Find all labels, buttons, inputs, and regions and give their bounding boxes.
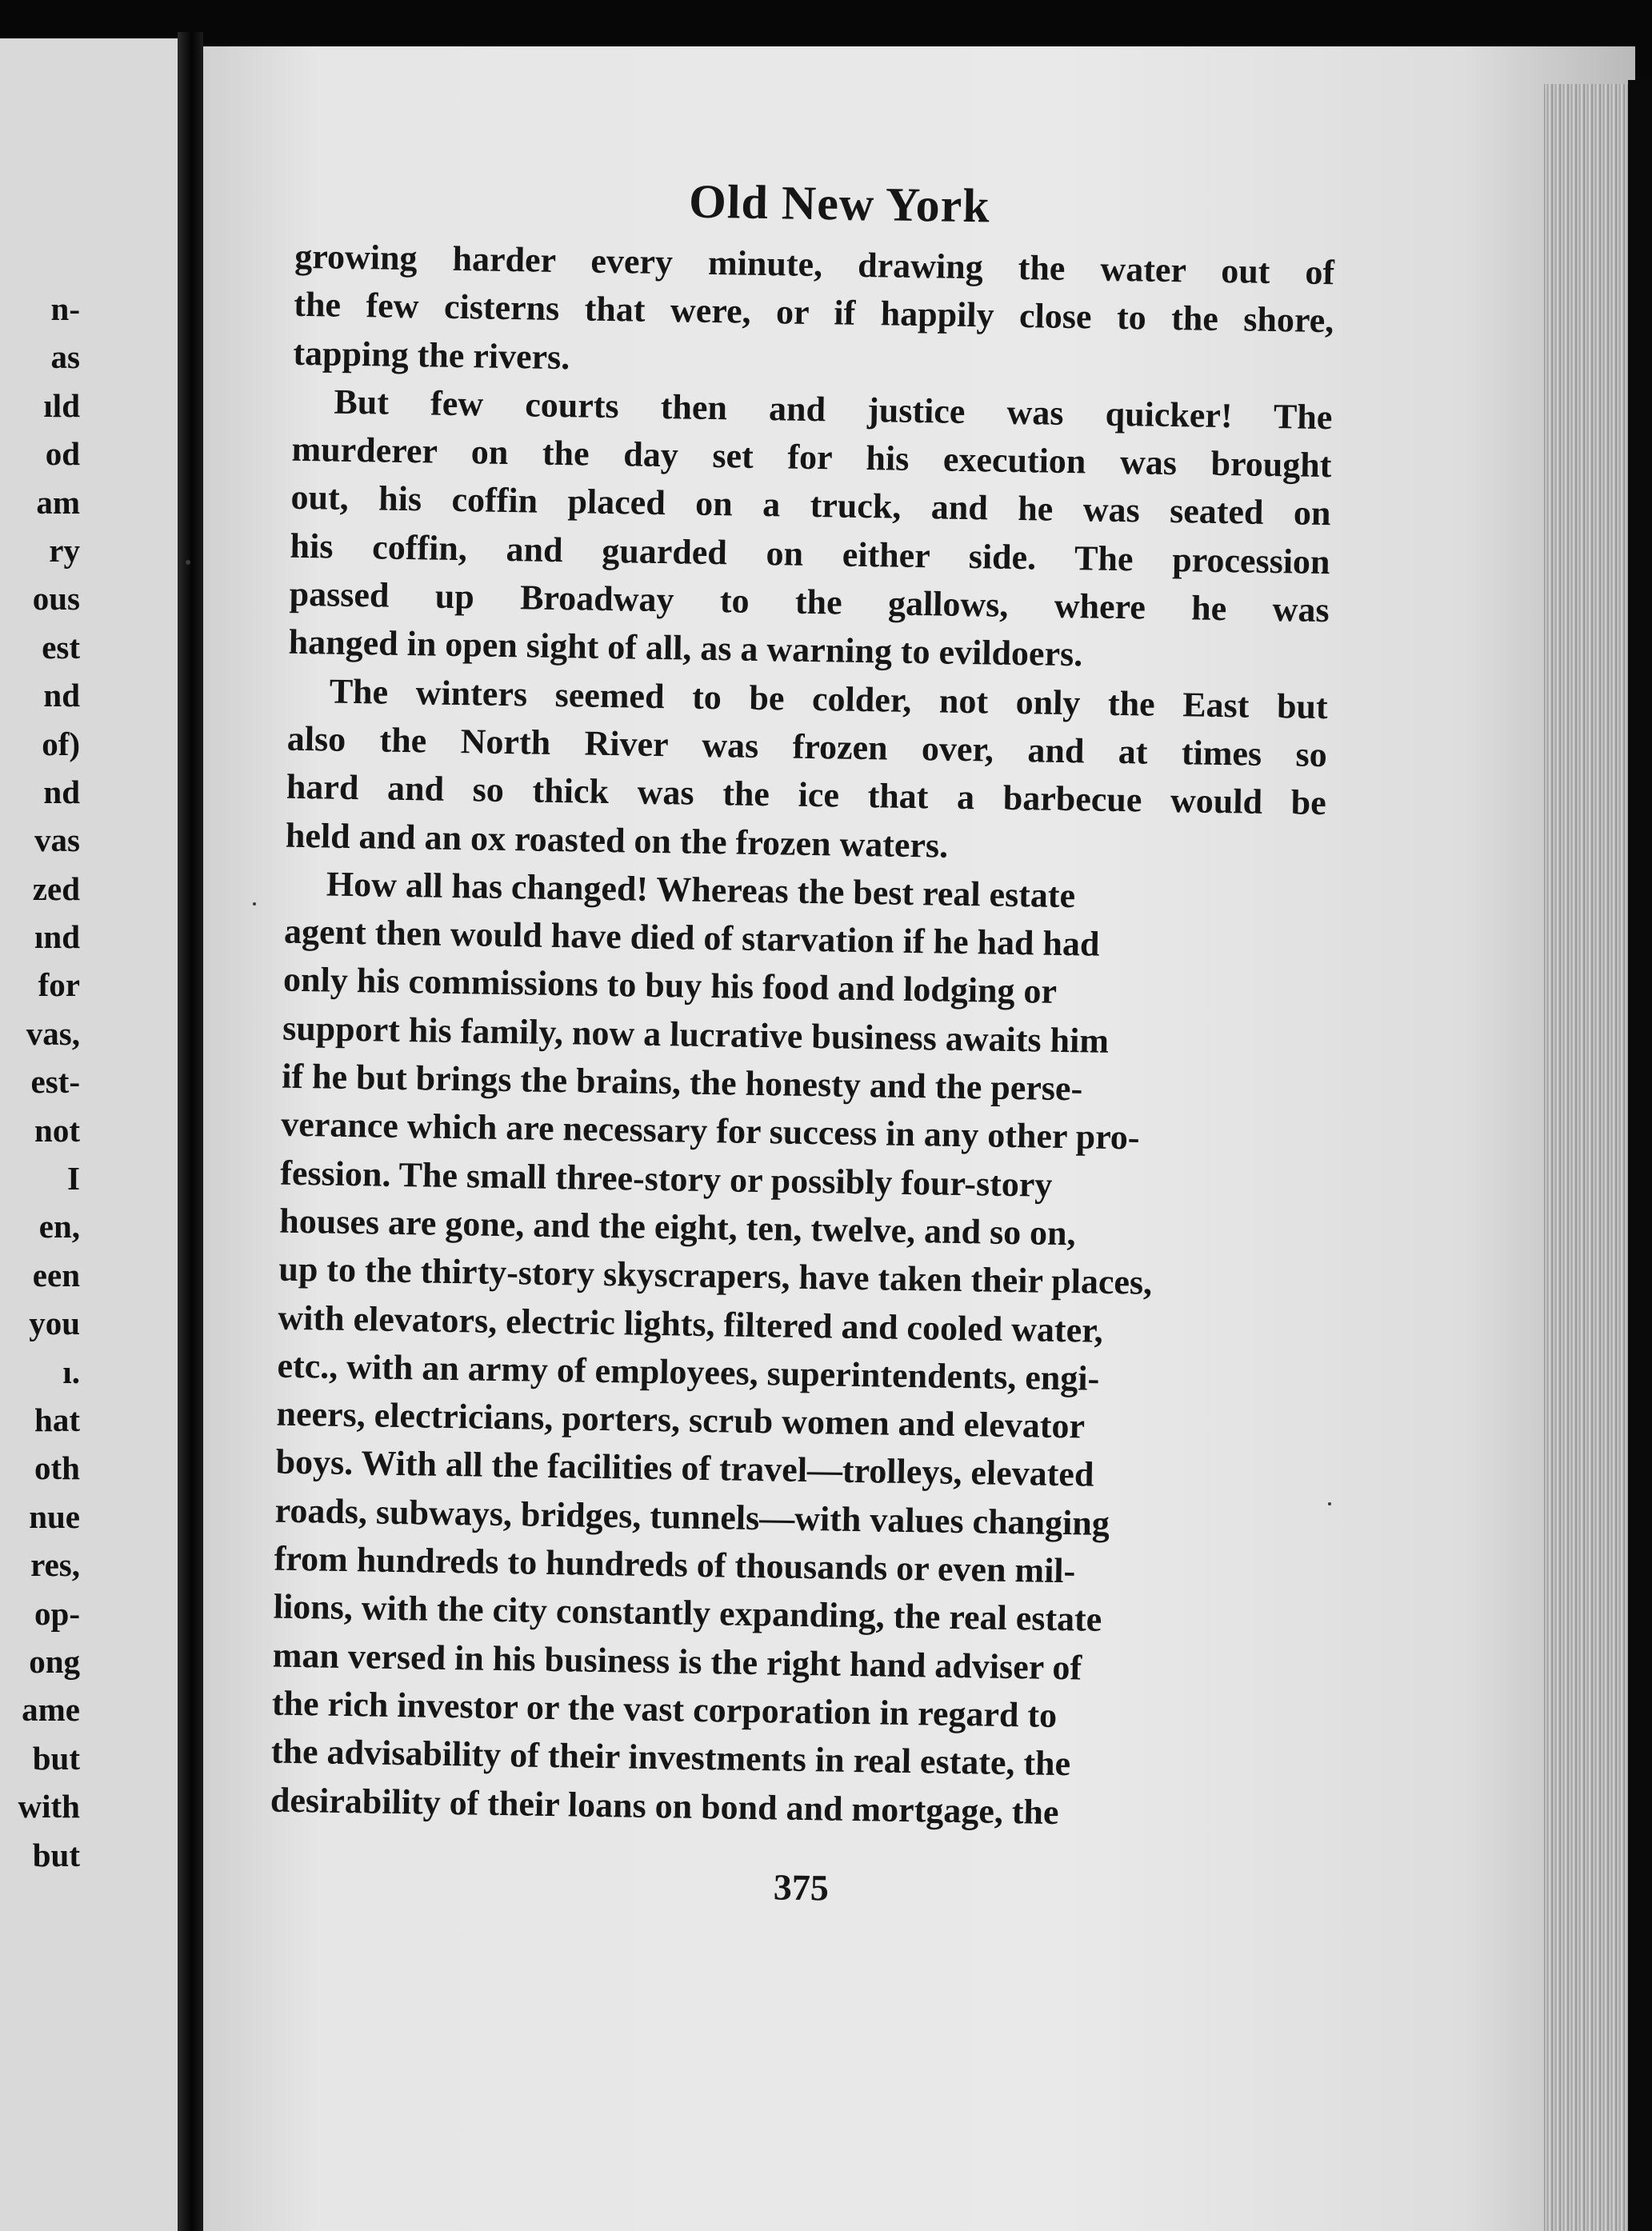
- text-line: out, his coffin placed on a truck, and he was seated on: [290, 478, 1331, 534]
- left-page-fragment: nue: [29, 1497, 80, 1535]
- left-page-fragment: en,: [38, 1208, 80, 1245]
- text-line: etc., with an army of employees, superintendents, engi-: [277, 1345, 1100, 1398]
- left-page-fragment: ous: [32, 580, 80, 618]
- left-page-fragment: not: [34, 1111, 80, 1149]
- text-line: also the North River was frozen over, and at times so: [286, 718, 1328, 775]
- text-line: his coffin, and guarded on either side. The procession: [290, 526, 1330, 582]
- text-line: houses are gone, and the eight, ten, twelve, and so on,: [279, 1201, 1077, 1253]
- page-stack-edge: [1544, 84, 1628, 2231]
- left-page-fragment: op-: [34, 1594, 80, 1632]
- text-line: the few cisterns that were, or if happily close to the shore,: [294, 285, 1334, 341]
- text-line: How all has changed! Whereas the best real estate: [326, 864, 1076, 916]
- text-line: neers, electricians, porters, scrub women and elevator: [276, 1393, 1086, 1446]
- text-line: growing harder every minute, drawing the water out of: [294, 236, 1335, 293]
- text-line: passed up Broadway to the gallows, where he was: [289, 574, 1330, 630]
- left-page-fragment: est: [42, 628, 80, 666]
- scan-speck: [186, 560, 190, 565]
- left-page-fragment: am: [36, 483, 80, 521]
- left-page-fragment: ry: [49, 531, 80, 569]
- text-line: if he but brings the brains, the honesty and the perse-: [281, 1056, 1083, 1109]
- left-page-fragment: nd: [43, 677, 80, 714]
- left-page-fragment: een: [32, 1256, 80, 1293]
- left-page-fragment: as: [50, 338, 80, 376]
- scan-speck: [1328, 1502, 1331, 1505]
- text-line: verance which are necessary for success in any other pro-: [280, 1104, 1140, 1157]
- right-edge-shadow: [1628, 80, 1652, 2231]
- left-page-fragment: ıld: [43, 386, 80, 424]
- text-line: support his family, now a lucrative business awaits him: [282, 1008, 1110, 1061]
- text-line: only his commissions to buy his food and lodging or: [282, 960, 1058, 1012]
- page-content: [269, 168, 1336, 1917]
- left-page-fragment: zed: [32, 870, 80, 907]
- left-page-fragment: n-: [50, 290, 80, 327]
- text-line: from hundreds to hundreds of thousands or even mil-: [274, 1538, 1076, 1591]
- left-facing-page: [0, 38, 178, 2231]
- text-line: fession. The small three-story or possibly four-story: [279, 1153, 1053, 1205]
- text-line: agent then would have died of starvation if he had had: [283, 911, 1100, 964]
- scan-speck: [253, 902, 256, 906]
- left-page-fragment: but: [32, 1739, 80, 1777]
- text-line: But few courts then and justice was quicker! The: [334, 382, 1333, 438]
- left-page-fragment: with: [18, 1788, 80, 1825]
- left-page-fragment: est-: [30, 1063, 80, 1101]
- paragraph: [288, 378, 1333, 683]
- text-line: the rich investor or the vast corporation in regard to: [271, 1683, 1058, 1735]
- text-line: the advisability of their investments in real estate, the: [270, 1731, 1071, 1784]
- left-page-fragment: ong: [29, 1642, 80, 1680]
- left-page-fragment: nd: [43, 773, 80, 810]
- left-page-fragment: hat: [34, 1401, 80, 1438]
- left-page-fragment: ınd: [34, 918, 80, 956]
- left-page-fragment: oth: [34, 1449, 80, 1487]
- text-line: tapping the rivers.: [293, 333, 570, 377]
- left-page-fragment: of): [42, 725, 80, 762]
- left-page-fragment: od: [45, 435, 80, 473]
- running-head: Old New York: [688, 174, 991, 233]
- paragraph: [270, 860, 1326, 1841]
- text-line: boys. With all the facilities of travel—trolleys, elevated: [275, 1442, 1094, 1495]
- paragraph: [285, 666, 1328, 876]
- left-page-fragment: I: [67, 1160, 80, 1197]
- text-line: up to the thirty-story skyscrapers, have taken their places,: [278, 1249, 1153, 1303]
- page-number: 375: [773, 1866, 830, 1909]
- text-line: The winters seemed to be colder, not only the East but: [329, 671, 1329, 726]
- paragraph: [293, 233, 1335, 394]
- left-page-fragment: vas,: [26, 1014, 80, 1052]
- text-line: desirability of their loans on bond and mortgage, the: [270, 1780, 1059, 1832]
- text-line: with elevators, electric lights, filtered and cooled water,: [278, 1297, 1104, 1350]
- left-page-fragment: ı.: [62, 1353, 80, 1390]
- text-line: lions, with the city constantly expanding, the real estate: [273, 1586, 1102, 1640]
- left-page-fragment: ame: [22, 1691, 80, 1729]
- text-line: roads, subways, bridges, tunnels—with values changing: [274, 1490, 1110, 1543]
- book-gutter: [178, 32, 203, 2231]
- text-line: hard and so thick was the ice that a barbecue would be: [286, 766, 1327, 823]
- text-line: hanged in open sight of all, as a warning to evildoers.: [288, 622, 1083, 674]
- body-text: [270, 233, 1335, 1841]
- text-line: murderer on the day set for his execution was brought: [291, 429, 1332, 486]
- text-line: held and an ox roasted on the frozen waters.: [285, 815, 949, 866]
- left-page-fragment: vas: [34, 822, 80, 859]
- text-line: man versed in his business is the right hand adviser of: [272, 1635, 1082, 1688]
- left-page-fragment: you: [29, 1305, 80, 1342]
- left-page-fragment: res,: [30, 1546, 80, 1584]
- left-page-text-fragments: [0, 285, 80, 1879]
- left-page-fragment: for: [38, 966, 80, 1004]
- left-page-fragment: but: [32, 1836, 80, 1873]
